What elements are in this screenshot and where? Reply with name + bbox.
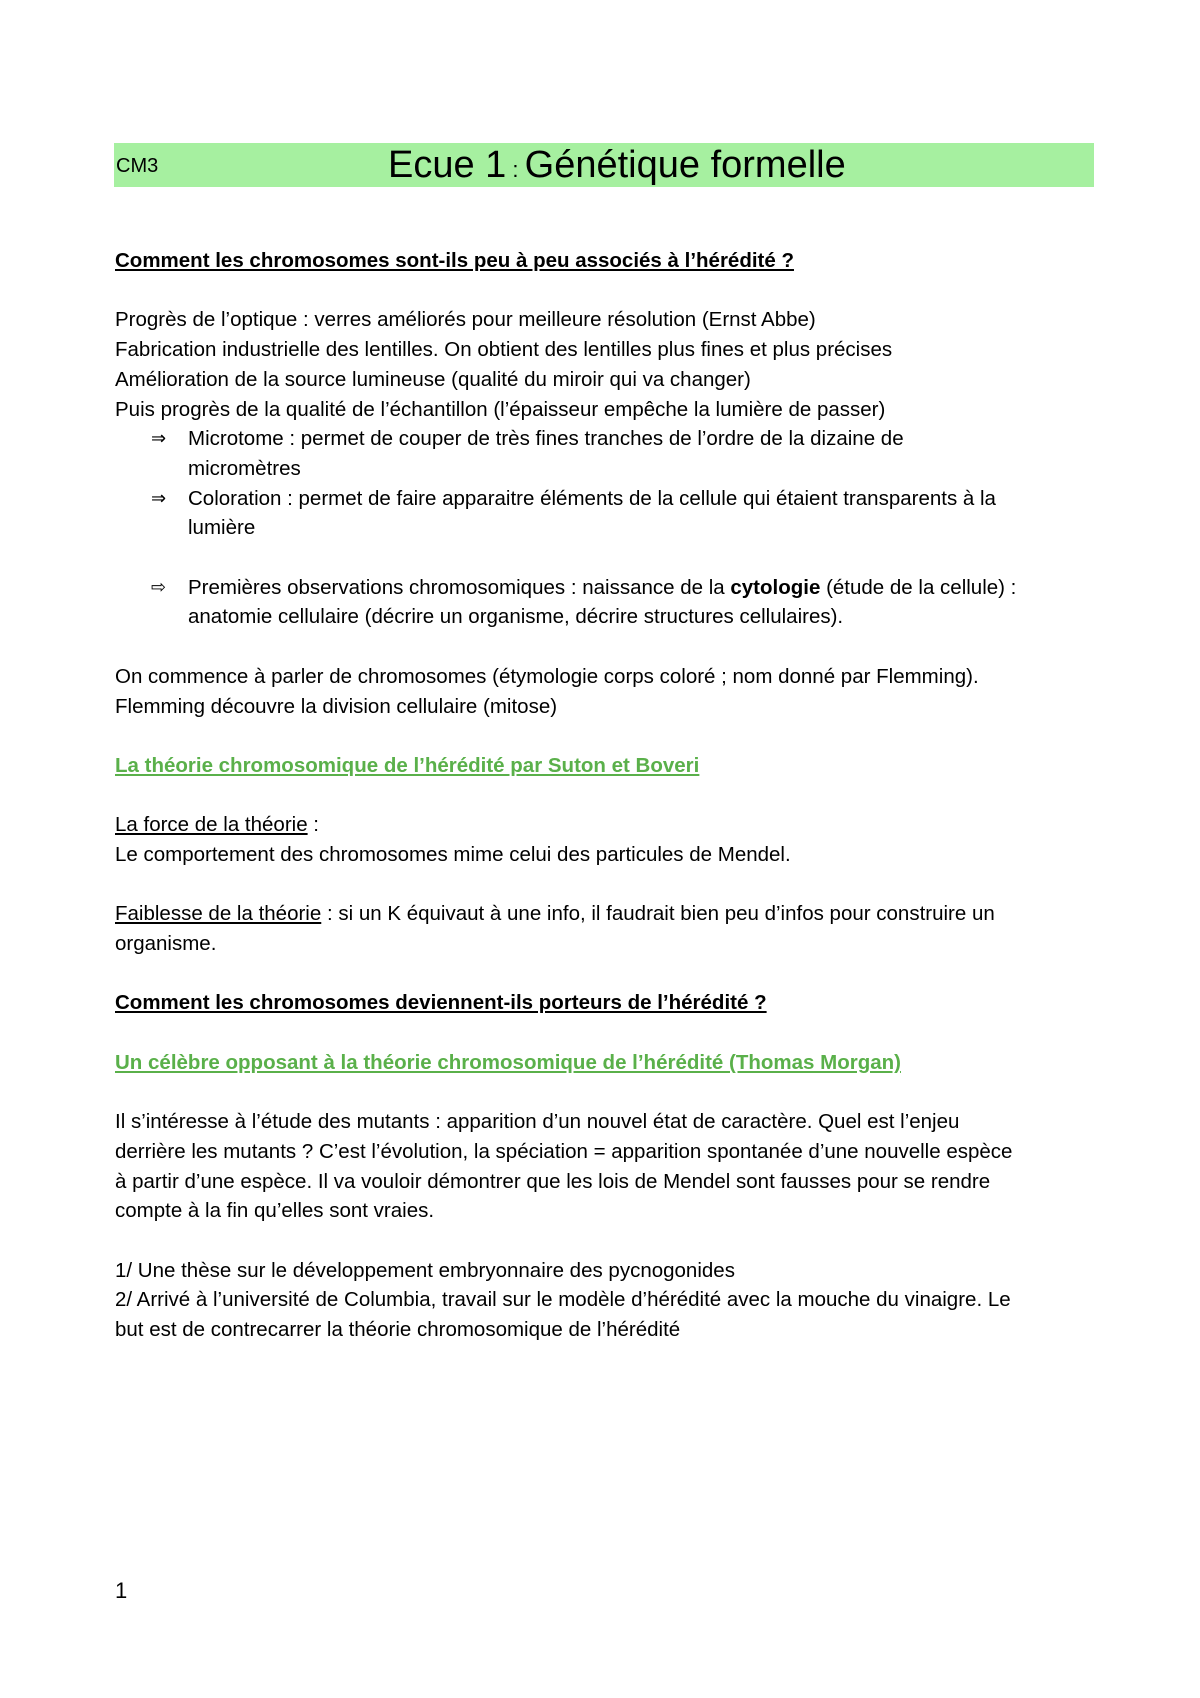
bullet-text: micromètres (188, 456, 301, 480)
document-body (115, 246, 1100, 1345)
arrow-right-icon: ⇒ (151, 428, 167, 449)
force-separator: : (307, 813, 320, 837)
paragraph-line: Puis progrès de la qualité de l’échantillon (l’épaisseur empêche la lumière de passer) (115, 397, 886, 421)
cytologie-term: cytologie (730, 575, 821, 599)
title-banner (114, 143, 1094, 187)
page-title (388, 143, 846, 192)
conclusion-line-1 (188, 573, 1016, 603)
conclusion-item (115, 573, 1100, 632)
bullet-text: Coloration : permet de faire apparaitre éléments de la cellule qui étaient transparents à la (188, 486, 996, 510)
paragraph-line: Il s’intéresse à l’étude des mutants : apparition d’un nouvel état de caractère. Quel est l’enjeu (115, 1110, 960, 1134)
title-main: Ecue 1 (388, 144, 507, 186)
green-heading-suton-boveri: La théorie chromosomique de l’hérédité par Suton et Boveri (115, 753, 700, 777)
title-colon: : (506, 157, 525, 182)
section-heading-2: Comment les chromosomes deviennent-ils porteurs de l’hérédité ? (115, 991, 767, 1015)
paragraph-line: Progrès de l’optique : verres améliorés pour meilleure résolution (Ernst Abbe) (115, 308, 816, 332)
force-heading (115, 810, 1100, 840)
bullet-text: lumière (188, 516, 256, 540)
outline-arrow-right-icon: ⇨ (151, 576, 167, 597)
force-label: La force de la théorie (115, 813, 308, 837)
bullet-item-coloration (115, 484, 1100, 543)
paragraph-line: Amélioration de la source lumineuse (qualité du miroir qui va changer) (115, 367, 751, 391)
paragraph-line: derrière les mutants ? C’est l’évolution, la spéciation = apparition spontanée d’une nouvelle espèce (115, 1139, 1013, 1163)
arrow-right-icon: ⇒ (151, 487, 167, 508)
faiblesse-label: Faiblesse de la théorie (115, 902, 322, 926)
bullet-text: Microtome : permet de couper de très fines tranches de l’ordre de la dizaine de (188, 427, 904, 451)
course-code: CM3 (116, 155, 159, 177)
title-subject: Génétique formelle (524, 144, 846, 186)
paragraph-line: 2/ Arrivé à l’université de Columbia, travail sur le modèle d’hérédité avec la mouche du vinaigre. Le (115, 1288, 1011, 1312)
paragraph-line: à partir d’une espèce. Il va vouloir démontrer que les lois de Mendel sont fausses pour se rendre (115, 1169, 991, 1193)
green-heading-morgan: Un célèbre opposant à la théorie chromosomique de l’hérédité (Thomas Morgan) (115, 1050, 901, 1074)
paragraph-line: compte à la fin qu’elles sont vraies. (115, 1199, 435, 1223)
faiblesse-line-1 (115, 899, 1100, 929)
paragraph-line: Fabrication industrielle des lentilles. On obtient des lentilles plus fines et plus précises (115, 338, 893, 362)
conclusion-line-2: anatomie cellulaire (décrire un organisme, décrire structures cellulaires). (188, 605, 844, 629)
page-number: 1 (115, 1578, 128, 1603)
paragraph-line: 1/ Une thèse sur le développement embryonnaire des pycnogonides (115, 1258, 735, 1282)
paragraph-line: but est de contrecarrer la théorie chromosomique de l’hérédité (115, 1318, 681, 1342)
conclusion-text: (étude de la cellule) : (820, 575, 1017, 599)
paragraph-line: On commence à parler de chromosomes (étymologie corps coloré ; nom donné par Flemming). (115, 664, 979, 688)
paragraph-line: Le comportement des chromosomes mime celui des particules de Mendel. (115, 842, 791, 866)
faiblesse-line-2: organisme. (115, 932, 217, 956)
section-heading-1: Comment les chromosomes sont-ils peu à peu associés à l’hérédité ? (115, 249, 794, 272)
conclusion-text: Premières observations chromosomiques : naissance de la (188, 575, 731, 599)
bullet-item-microtome (115, 424, 1100, 483)
faiblesse-text: : si un K équivaut à une info, il faudrait bien peu d’infos pour construire un (321, 902, 995, 926)
paragraph-line: Flemming découvre la division cellulaire (mitose) (115, 694, 558, 718)
